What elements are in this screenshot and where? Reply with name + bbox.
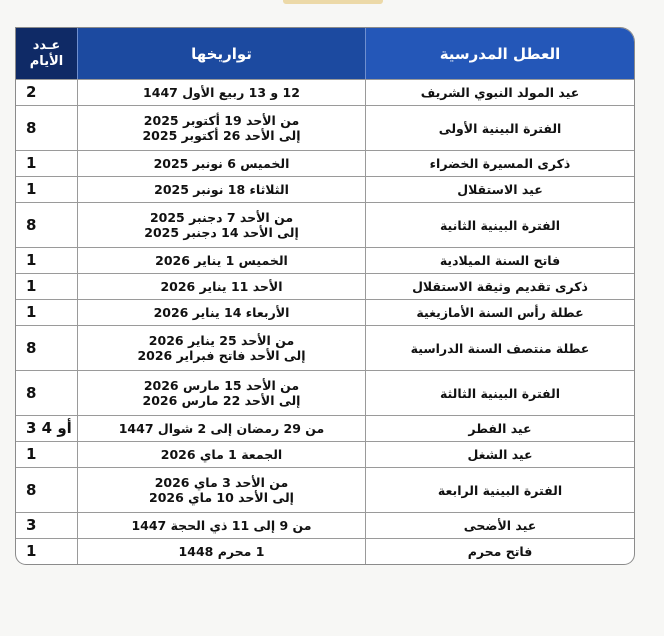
date-line: من 9 إلى 11 ذي الحجة 1447 <box>131 518 312 533</box>
table-body <box>16 79 634 564</box>
holiday-name: عطلة منتصف السنة الدراسية <box>366 325 634 370</box>
holiday-dates <box>78 105 366 150</box>
holiday-dates <box>78 370 366 415</box>
table-row <box>16 273 634 299</box>
holiday-dates <box>78 79 366 105</box>
date-line: 12 و 13 ربيع الأول 1447 <box>143 85 300 100</box>
date-line: إلى الأحد 14 دجنبر 2025 <box>144 225 299 240</box>
holiday-dates <box>78 512 366 538</box>
date-line: من الأحد 7 دجنبر 2025 <box>149 210 294 225</box>
holiday-name: الفترة البينية الثالثة <box>366 370 634 415</box>
header-dates: تواريخها <box>78 28 366 79</box>
holiday-name: الفترة البينية الأولى <box>366 105 634 150</box>
date-line: من الأحد 15 مارس 2026 <box>143 378 300 393</box>
date-line: من الأحد 3 ماي 2026 <box>154 475 289 490</box>
holiday-name: ذكرى تقديم وثيقة الاستقلال <box>366 273 634 299</box>
days-count: 8 <box>16 467 78 512</box>
table-row <box>16 370 634 415</box>
holiday-name: عطلة رأس السنة الأمازيغية <box>366 299 634 325</box>
days-count: 1 <box>16 176 78 202</box>
days-count: 1 <box>16 299 78 325</box>
header-holiday: العطل المدرسية <box>366 28 634 79</box>
days-count: 1 <box>16 538 78 564</box>
days-count: 1 <box>16 273 78 299</box>
holiday-name: الفترة البينية الرابعة <box>366 467 634 512</box>
date-line: من الأحد 19 أكتوبر 2025 <box>143 113 300 128</box>
holiday-name: عيد الفطر <box>366 415 634 441</box>
date-line: الأربعاء 14 يناير 2026 <box>153 305 290 320</box>
date-line: إلى الأحد 26 أكتوبر 2025 <box>142 128 301 143</box>
table-row <box>16 79 634 105</box>
table-row <box>16 150 634 176</box>
date-line: 1 محرم 1448 <box>178 544 265 559</box>
table-row <box>16 299 634 325</box>
holiday-dates <box>78 247 366 273</box>
days-count: 8 <box>16 325 78 370</box>
date-line: من 29 رمضان إلى 2 شوال 1447 <box>118 421 325 436</box>
days-count: 8 <box>16 370 78 415</box>
date-line: إلى الأحد 10 ماي 2026 <box>149 490 294 505</box>
table-row <box>16 105 634 150</box>
holiday-name: فاتح السنة الميلادية <box>366 247 634 273</box>
table-row <box>16 441 634 467</box>
holiday-name: عيد المولد النبوي الشريف <box>366 79 634 105</box>
holiday-dates <box>78 538 366 564</box>
table-header-row <box>16 28 634 79</box>
school-holidays-table <box>16 28 634 564</box>
table-row <box>16 247 634 273</box>
days-count: 1 <box>16 150 78 176</box>
date-line: إلى الأحد 22 مارس 2026 <box>142 393 301 408</box>
date-line: من الأحد 25 يناير 2026 <box>148 333 295 348</box>
holiday-dates <box>78 415 366 441</box>
table-row <box>16 325 634 370</box>
date-line: الجمعة 1 ماي 2026 <box>160 447 283 462</box>
holiday-dates <box>78 441 366 467</box>
holiday-name: عيد الشغل <box>366 441 634 467</box>
header-days: عـدد الأيام <box>16 28 78 79</box>
table-row <box>16 538 634 564</box>
days-count: 1 <box>16 441 78 467</box>
days-count: 3 أو 4 <box>16 415 78 441</box>
table-row <box>16 202 634 247</box>
holiday-dates <box>78 325 366 370</box>
date-line: إلى الأحد فاتح فبراير 2026 <box>137 348 306 363</box>
holiday-dates <box>78 299 366 325</box>
holiday-dates <box>78 467 366 512</box>
table-row <box>16 512 634 538</box>
date-line: الأحد 11 يناير 2026 <box>160 279 283 294</box>
holiday-dates <box>78 150 366 176</box>
days-count: 3 <box>16 512 78 538</box>
days-count: 2 <box>16 79 78 105</box>
days-count: 8 <box>16 105 78 150</box>
date-line: الثلاثاء 18 نونبر 2025 <box>154 182 289 197</box>
holiday-name: عيد الاستقلال <box>366 176 634 202</box>
holiday-name: الفترة البينية الثانية <box>366 202 634 247</box>
holiday-name: ذكرى المسيرة الخضراء <box>366 150 634 176</box>
table-row <box>16 467 634 512</box>
holiday-name: فاتح محرم <box>366 538 634 564</box>
date-line: الخميس 1 يناير 2026 <box>155 253 288 268</box>
holiday-name: عيد الأضحى <box>366 512 634 538</box>
days-count: 8 <box>16 202 78 247</box>
holiday-dates <box>78 202 366 247</box>
holiday-dates <box>78 176 366 202</box>
table-row <box>16 176 634 202</box>
date-line: الخميس 6 نونبر 2025 <box>153 156 290 171</box>
days-count: 1 <box>16 247 78 273</box>
table-row <box>16 415 634 441</box>
holiday-dates <box>78 273 366 299</box>
top-decoration <box>283 0 383 4</box>
